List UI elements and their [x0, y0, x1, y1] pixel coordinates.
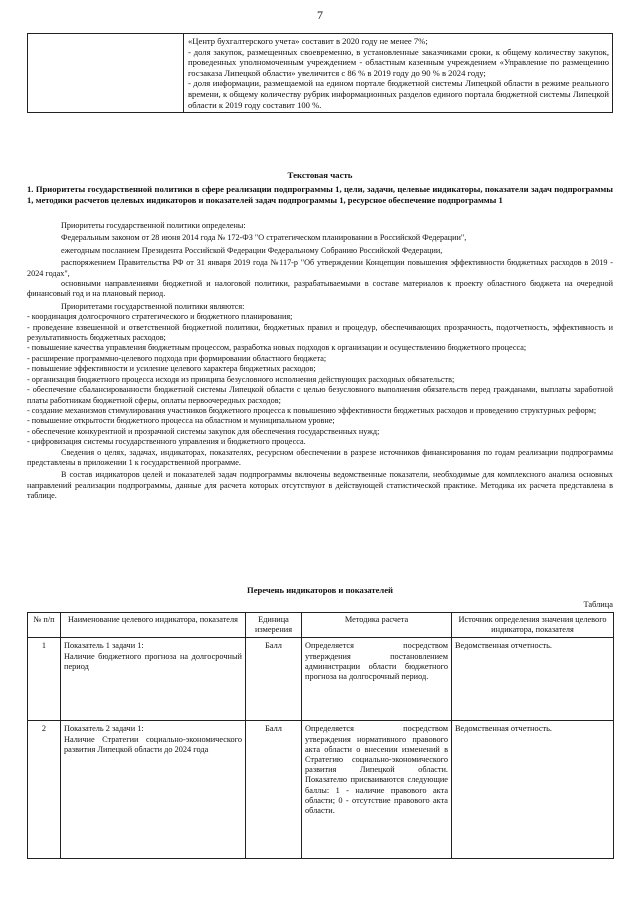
body-text: [27, 221, 613, 502]
row-num: 1: [28, 638, 61, 721]
row-method: Определяется посредством утверждения постановлением администрации области бюджетного прогноза на долгосрочный период.: [302, 638, 452, 721]
header-num: № п/п: [28, 613, 61, 638]
row-name-text: Наличие бюджетного прогноза на долгосрочный период: [64, 651, 242, 671]
continuation-table: [27, 33, 613, 113]
header-name: Наименование целевого индикатора, показателя: [61, 613, 246, 638]
row-unit: Балл: [246, 721, 302, 859]
header-method: Методика расчета: [302, 613, 452, 638]
continuation-line: «Центр бухгалтерского учета» составит в 2020 году не менее 7%;: [188, 36, 428, 46]
list-item: - обеспечение сбалансированности бюджетной системы Липецкой области с целью безусловного выполнения обязательств перед гражданами, выплаты заработной платы работникам бюджетной сферы, оплаты первоочередных расходов;: [27, 385, 613, 405]
row-source: Ведомственная отчетность.: [452, 721, 614, 859]
list-item: - организация бюджетного процесса исходя из принципа безусловного исполнения действующих расходных обязательств;: [27, 374, 455, 384]
page-number: 7: [317, 8, 323, 22]
continuation-empty-cell: [28, 34, 184, 113]
header-unit: Единица измерения: [246, 613, 302, 638]
table-row: [28, 638, 614, 721]
row-name-text: Наличие Стратегии социально-экономического развития Липецкой области до 2024 года: [64, 734, 242, 754]
paragraph: распоряжением Правительства РФ от 31 января 2019 года №117-р "Об утверждении Концепции повышения эффективности бюджетных расходов в 2019 - 2024 годах",: [27, 258, 613, 278]
row-name: [61, 638, 246, 721]
row-name: [61, 721, 246, 859]
paragraph: ежегодным посланием Президента Российской Федерации Федеральному Собранию Российской Федерации,: [61, 245, 443, 255]
row-num: 2: [28, 721, 61, 859]
row-unit: Балл: [246, 638, 302, 721]
list-item: - обеспечение конкурентной и прозрачной системы закупок для обеспечения государственных нужд;: [27, 426, 380, 436]
list-item: - повышение эффективности и усиление целевого характера бюджетных расходов;: [27, 364, 316, 374]
paragraph: Приоритетами государственной политики являются:: [61, 301, 245, 311]
row-source: Ведомственная отчетность.: [452, 638, 614, 721]
list-item: - повышение открытости бюджетного процесса на областном и муниципальном уровне;: [27, 416, 335, 426]
table-caption: Таблица: [583, 600, 613, 609]
section-heading: Текстовая часть: [287, 170, 353, 180]
row-name-title: Показатель 1 задачи 1:: [64, 641, 144, 651]
paragraph: основными направлениями бюджетной и налоговой политики, разрабатываемыми в составе материалов к проекту областного бюджета на очередной финансовый год и на плановый период.: [27, 279, 613, 299]
list-item: - расширение программно-целевого подхода при формировании областного бюджета;: [27, 353, 327, 363]
paragraph: Федеральным законом от 28 июня 2014 года № 172-ФЗ "О стратегическом планировании в Российской Федерации",: [61, 233, 467, 243]
list-item: - создание механизмов стимулирования участников бюджетного процесса к повышению эффективности бюджетных расходов и проведению структурных реформ;: [27, 405, 597, 415]
continuation-line: - доля информации, размещаемой на едином портале бюджетной системы Липецкой области в режиме реального времени, к общему количеству рубрик информационных разделов единого портала бюджетной системы Липецкой области к 2019 году составит 100 %.: [188, 78, 609, 110]
list-item: - цифровизация системы государственного управления и бюджетного процесса.: [27, 437, 306, 447]
indicators-table: [27, 612, 614, 859]
continuation-line: - доля закупок, размещенных своевременно, в установленные заказчиками сроки, к общему количеству закупок, проведенных уполномоченным учреждением - областным казенным учреждением «Управление по размещению госзаказа Липецкой области» увеличится с 86 % в 2019 году до 90 % в 2024 году;: [188, 46, 609, 78]
list-title: Перечень индикаторов и показателей: [247, 585, 393, 595]
paragraph: В состав индикаторов целей и показателей задач подпрограммы включены ведомственные показатели, необходимые для комплексного анализа основных направлений реализации подпрограммы, данные для расчета которых отсутствуют в действующей статистической практике. Методика их расчета представлена в таблице.: [27, 470, 613, 501]
row-name-title: Показатель 2 задачи 1:: [64, 724, 144, 734]
paragraph: Приоритеты государственной политики определены:: [61, 221, 246, 230]
header-source: Источник определения значения целевого индикатора, показателя: [452, 613, 614, 638]
list-item: - повышение качества управления бюджетным процессом, разработка новых подходов к организации и осуществлению бюджетного процесса;: [27, 343, 527, 353]
continuation-text-cell: [184, 34, 613, 113]
paragraph: Сведения о целях, задачах, индикаторах, показателях, ресурсном обеспечении в разрезе источников финансирования по годам реализации подпрограммы представлены в приложении 1 к государственной программе.: [27, 447, 613, 467]
table-header-row: [28, 613, 614, 638]
row-method: Определяется посредством утверждения нормативного правового акта области о внесении изменений в Стратегию социально-экономического развития Липецкой области. Показателю присваиваются следующие баллы: 1 - наличие правового акта области; 0 - отсутствие правового акта области.: [302, 721, 452, 859]
main-heading: 1. Приоритеты государственной политики в сфере реализации подпрограммы 1, цели, задачи, целевые индикаторы, показатели задач подпрограммы 1, методики расчетов целевых индикаторов и показателей задач подпрограммы 1, ресурсное обеспечение подпрограммы 1: [27, 184, 613, 205]
list-item: - координация долгосрочного стратегического и бюджетного планирования;: [27, 312, 293, 322]
table-row: [28, 721, 614, 859]
list-item: - проведение взвешенной и ответственной бюджетной политики, бюджетных правил и процедур, обеспечивающих прозрачность, подотчетность, эффективность и результативность бюджетных расходов;: [27, 322, 613, 343]
